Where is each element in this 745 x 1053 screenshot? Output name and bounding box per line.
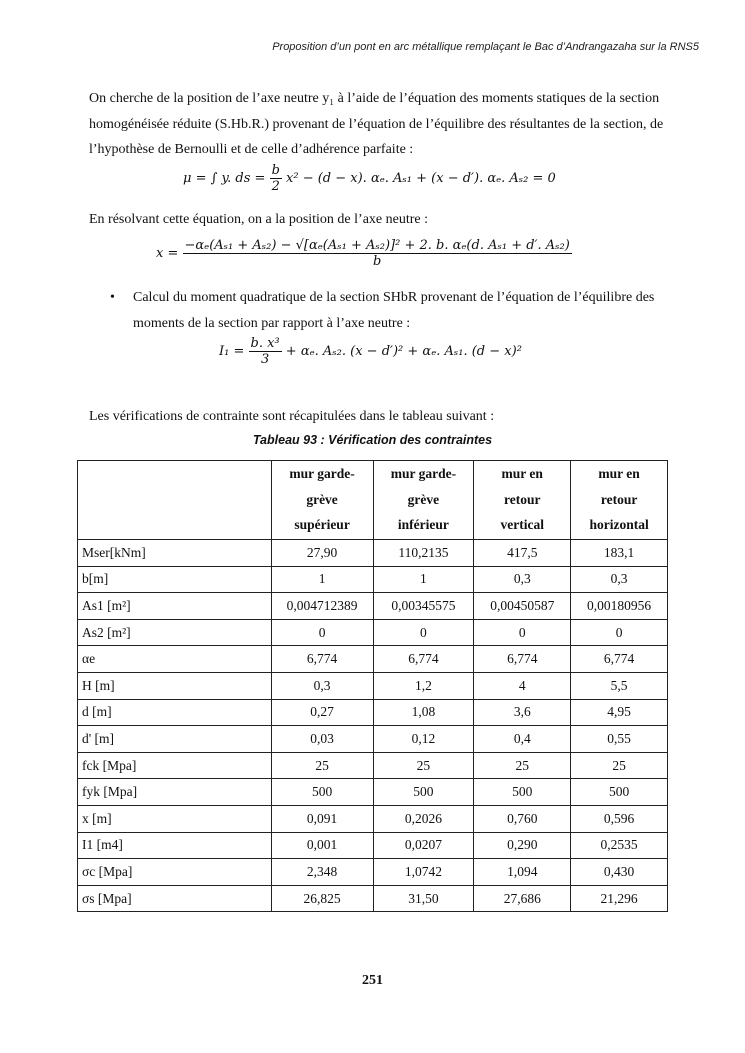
row-label: b[m] xyxy=(78,566,272,593)
table-row xyxy=(78,619,668,646)
table-cell: 0,004712389 xyxy=(271,593,373,620)
table-cell: 0,001 xyxy=(271,832,373,859)
table-cell: 0,290 xyxy=(474,832,571,859)
eq1-frac-num: b xyxy=(271,163,280,178)
eq1-rhs: x² − (d − x). αₑ. Aₛ₁ + (x − d′). αₑ. Aₛ₂ = 0 xyxy=(286,171,556,186)
table-cell: 0,55 xyxy=(571,726,668,753)
bullet-item: Calcul du moment quadratique de la section SHbR provenant de l’équation de l’équilibre des moments de la section par rapport à l’axe neutre : xyxy=(133,290,655,331)
row-label: d' [m] xyxy=(78,726,272,753)
table-cell: 0,0207 xyxy=(373,832,474,859)
table-row xyxy=(78,752,668,779)
table-cell: 1,0742 xyxy=(373,859,474,886)
table-cell: 0 xyxy=(373,619,474,646)
row-label: As1 [m²] xyxy=(78,593,272,620)
table-row xyxy=(78,566,668,593)
table-cell: 0,3 xyxy=(271,672,373,699)
table-cell: 1 xyxy=(271,566,373,593)
table-row xyxy=(78,672,668,699)
row-label: Mser[kNm] xyxy=(78,540,272,567)
eq1-fraction xyxy=(270,163,282,194)
eq3-lhs: I₁ = xyxy=(219,344,245,359)
table-row xyxy=(78,646,668,673)
table-cell: 500 xyxy=(474,779,571,806)
table-cell: 0,4 xyxy=(474,726,571,753)
table-cell: 500 xyxy=(271,779,373,806)
table-cell: 6,774 xyxy=(571,646,668,673)
row-label: σs [Mpa] xyxy=(78,885,272,912)
table-cell: 4,95 xyxy=(571,699,668,726)
table-cell: 1,2 xyxy=(373,672,474,699)
header-cell: mur en retour vertical xyxy=(474,461,571,540)
row-label: As2 [m²] xyxy=(78,619,272,646)
intro-paragraph: On cherche de la position de l’axe neutre y₁ à l’aide de l’équation des moments statiques de la section homogénéisée réduite (S.Hb.R.) provenant de l’équation de l’équilibre des résultantes de la section, de l’hypothèse de Bernoulli et de celle d’adhérence parfaite : xyxy=(89,91,664,157)
row-label: I1 [m4] xyxy=(78,832,272,859)
table-cell: 1,094 xyxy=(474,859,571,886)
eq3-rhs: + αₑ. Aₛ₂. (x − d′)² + αₑ. Aₛ₁. (d − x)² xyxy=(285,344,522,359)
table-row xyxy=(78,593,668,620)
table-cell: 25 xyxy=(474,752,571,779)
table-cell: 3,6 xyxy=(474,699,571,726)
header-cell: mur garde- grève supérieur xyxy=(271,461,373,540)
row-label: σc [Mpa] xyxy=(78,859,272,886)
table-cell: 31,50 xyxy=(373,885,474,912)
table-cell: 500 xyxy=(571,779,668,806)
table-cell: 0 xyxy=(271,619,373,646)
table-cell: 6,774 xyxy=(271,646,373,673)
table-row xyxy=(78,779,668,806)
table-row xyxy=(78,885,668,912)
table-cell: 25 xyxy=(571,752,668,779)
inertia-equation xyxy=(219,336,522,367)
eq3-fraction xyxy=(249,336,282,367)
solve-paragraph: En résolvant cette équation, on a la position de l’axe neutre : xyxy=(89,212,428,227)
table-cell: 0,3 xyxy=(474,566,571,593)
table-cell: 0 xyxy=(571,619,668,646)
table-cell: 27,90 xyxy=(271,540,373,567)
row-label: x [m] xyxy=(78,805,272,832)
table-cell: 0,3 xyxy=(571,566,668,593)
eq2-frac-den: b xyxy=(372,254,382,269)
table-cell: 5,5 xyxy=(571,672,668,699)
row-label: d [m] xyxy=(78,699,272,726)
table-cell: 27,686 xyxy=(474,885,571,912)
table-cell: 0,00180956 xyxy=(571,593,668,620)
table-cell: 0 xyxy=(474,619,571,646)
eq1-lhs: μ = ∫ y. ds = xyxy=(183,171,266,186)
table-cell: 21,296 xyxy=(571,885,668,912)
table-cell: 0,2026 xyxy=(373,805,474,832)
table-header-row xyxy=(78,461,668,540)
eq3-frac-num: b. x³ xyxy=(250,336,280,351)
neutral-axis-equation xyxy=(156,238,572,269)
header-cell: mur garde- grève inférieur xyxy=(373,461,474,540)
page-number: 251 xyxy=(362,973,383,988)
table-cell: 0,091 xyxy=(271,805,373,832)
table-cell: 0,27 xyxy=(271,699,373,726)
table-row xyxy=(78,832,668,859)
row-label: fyk [Mpa] xyxy=(78,779,272,806)
table-cell: 0,12 xyxy=(373,726,474,753)
table-cell: 25 xyxy=(373,752,474,779)
table-cell: 0,760 xyxy=(474,805,571,832)
table-cell: 417,5 xyxy=(474,540,571,567)
header-cell: mur en retour horizontal xyxy=(571,461,668,540)
running-header: Proposition d’un pont en arc métallique remplaçant le Bac d’Andrangazaha sur la RNS5 xyxy=(272,41,699,53)
table-cell: 0,596 xyxy=(571,805,668,832)
eq2-fraction xyxy=(183,238,572,269)
table-cell: 0,00450587 xyxy=(474,593,571,620)
static-moment-equation xyxy=(183,163,556,194)
summary-paragraph: Les vérifications de contrainte sont récapitulées dans le tableau suivant : xyxy=(89,409,495,424)
eq3-frac-den: 3 xyxy=(260,352,270,367)
table-cell: 110,2135 xyxy=(373,540,474,567)
table-cell: 2,348 xyxy=(271,859,373,886)
table-cell: 0,430 xyxy=(571,859,668,886)
table-cell: 25 xyxy=(271,752,373,779)
table-cell: 500 xyxy=(373,779,474,806)
table-row xyxy=(78,726,668,753)
table-cell: 6,774 xyxy=(474,646,571,673)
bullet-icon: • xyxy=(110,290,115,305)
stress-verification-table xyxy=(77,460,668,912)
table-cell: 6,774 xyxy=(373,646,474,673)
eq2-lhs: x = xyxy=(156,246,179,261)
table-row xyxy=(78,805,668,832)
table-cell: 26,825 xyxy=(271,885,373,912)
table-row xyxy=(78,859,668,886)
table-caption: Tableau 93 : Vérification des contraintes xyxy=(252,433,493,447)
table-cell: 1 xyxy=(373,566,474,593)
table-cell: 4 xyxy=(474,672,571,699)
row-label: H [m] xyxy=(78,672,272,699)
table-cell: 0,03 xyxy=(271,726,373,753)
table-cell: 1,08 xyxy=(373,699,474,726)
table-row xyxy=(78,699,668,726)
table-cell: 0,2535 xyxy=(571,832,668,859)
row-label: fck [Mpa] xyxy=(78,752,272,779)
eq2-frac-num: −αₑ(Aₛ₁ + Aₛ₂) − √[αₑ(Aₛ₁ + Aₛ₂)]² + 2. b. αₑ(d. Aₛ₁ + d′. Aₛ₂) xyxy=(184,238,570,253)
table-row xyxy=(78,540,668,567)
table-cell: 0,00345575 xyxy=(373,593,474,620)
header-empty-cell xyxy=(78,461,272,540)
row-label: αe xyxy=(78,646,272,673)
eq1-frac-den: 2 xyxy=(271,179,280,194)
table-cell: 183,1 xyxy=(571,540,668,567)
